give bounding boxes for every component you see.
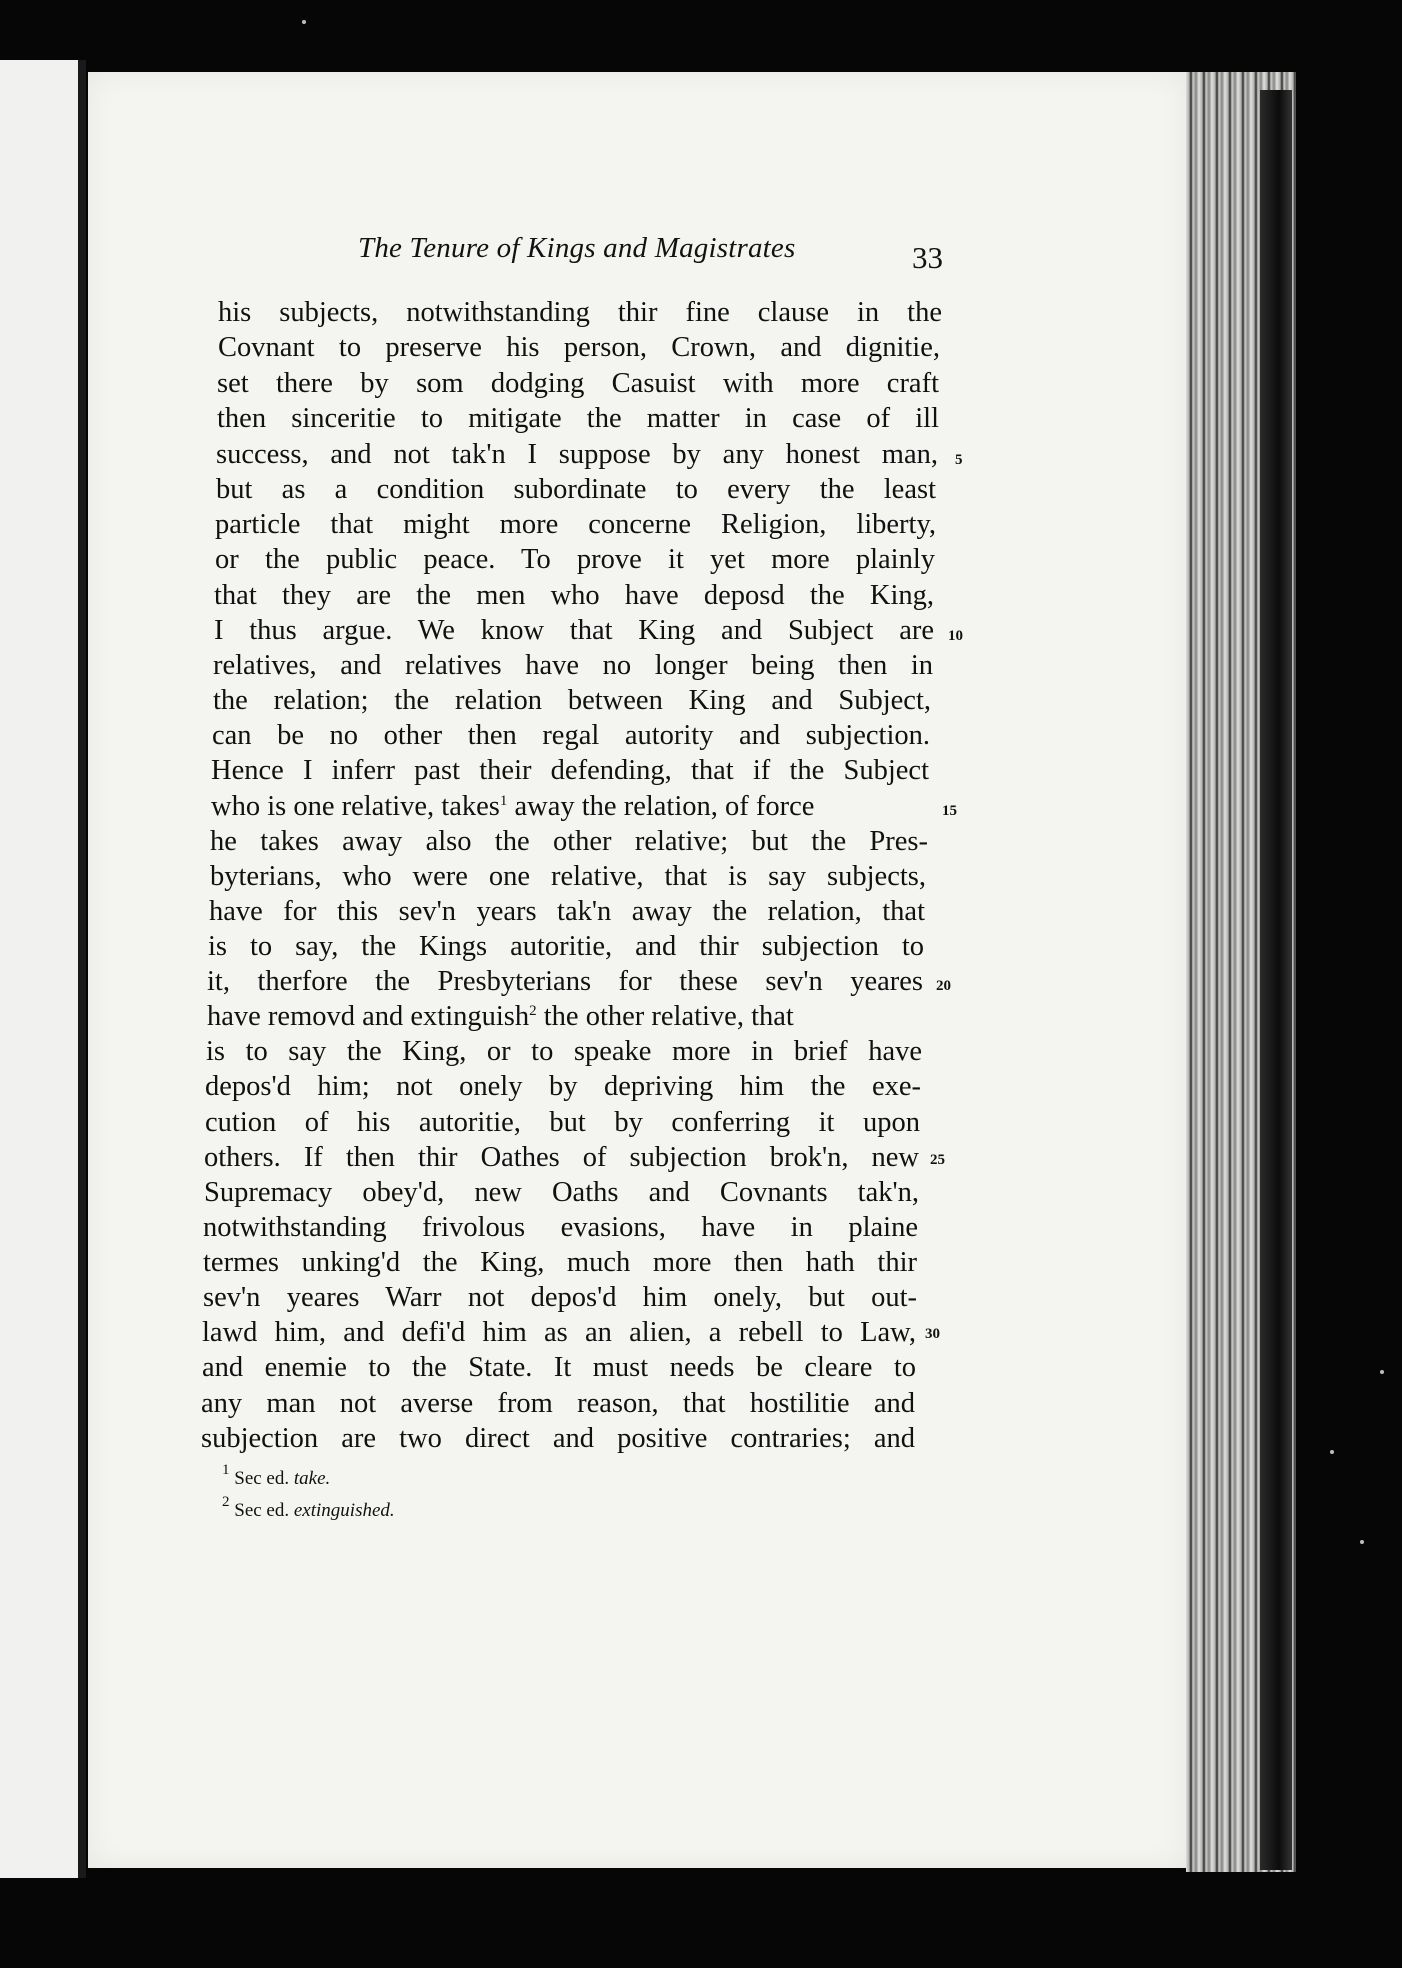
running-head: The Tenure of Kings and Magistrates [358, 232, 796, 264]
text-line: he takes away also the other relative; but the Pres- [210, 826, 928, 857]
text-line: cution of his autoritie, but by conferring it upon [205, 1107, 920, 1138]
scan-speck [1380, 1370, 1384, 1374]
text-line: can be no other then regal autority and subjection. [212, 720, 930, 751]
text-line: Hence I inferr past their defending, that if the Subject [211, 755, 929, 786]
footnote-variant: take. [293, 1468, 331, 1489]
text-line-start: have removd and extinguish [207, 1001, 530, 1032]
text-line: success, and not tak'n I suppose by any honest man, [216, 439, 938, 470]
footnote-text: Sec ed. [234, 1468, 290, 1489]
text-line: byterians, who were one relative, that is say subjects, [210, 861, 926, 892]
text-line: subjection are two direct and positive contraries; and [201, 1423, 915, 1454]
text-line: set there by som dodging Casuist with more craft [217, 368, 939, 399]
line-number: 10 [948, 628, 963, 644]
text-line: notwithstanding frivolous evasions, have in plaine [203, 1212, 918, 1243]
page-number: 33 [912, 240, 943, 275]
text-line [211, 789, 929, 825]
text-line-end: the other relative, that [536, 1001, 794, 1032]
footnote-variant: extinguished. [293, 1500, 395, 1521]
text-line: is to say, the Kings autoritie, and thir subjection to [208, 931, 924, 962]
text-line: is to say the King, or to speake more in brief have [206, 1036, 922, 1067]
book-binding-shadow [1260, 90, 1292, 1870]
footnote-number: 2 [222, 1494, 230, 1510]
text-line: sev'n yeares Warr not depos'd him onely, but out- [203, 1282, 917, 1313]
footnote [222, 1462, 331, 1490]
line-number: 25 [930, 1152, 945, 1168]
footnote-marker: 2 [529, 1003, 537, 1019]
text-line [207, 999, 923, 1035]
text-line: lawd him, and defi'd him as an alien, a rebell to Law, [202, 1317, 916, 1348]
text-line: his subjects, notwithstanding thir fine clause in the [218, 297, 942, 328]
text-line-start: who is one relative, takes [211, 791, 500, 822]
text-line: have for this sev'n years tak'n away the relation, that [209, 896, 925, 927]
text-line: others. If then thir Oathes of subjection brok'n, new [204, 1142, 919, 1173]
text-line: the relation; the relation between King and Subject, [213, 685, 931, 716]
line-number: 20 [936, 978, 951, 994]
scan-speck [1330, 1450, 1334, 1454]
text-line: particle that might more concerne Religion, liberty, [215, 509, 936, 540]
text-line: I thus argue. We know that King and Subject are [214, 615, 934, 646]
footnote-number: 1 [222, 1462, 230, 1478]
text-line: any man not averse from reason, that hostilitie and [201, 1388, 915, 1419]
text-line: relatives, and relatives have no longer being then in [213, 650, 933, 681]
line-number: 30 [925, 1326, 940, 1342]
footnote-marker: 1 [499, 793, 508, 809]
footnote-text: Sec ed. [234, 1500, 290, 1521]
text-line: it, therfore the Presbyterians for these sev'n yeares [207, 966, 923, 997]
scan-speck [1360, 1540, 1364, 1544]
text-line: Covnant to preserve his person, Crown, and dignitie, [218, 332, 940, 363]
text-line: termes unking'd the King, much more then hath thir [203, 1247, 917, 1278]
text-line-end: away the relation, of force [507, 791, 815, 822]
text-line: but as a condition subordinate to every the least [216, 474, 936, 505]
text-line: then sinceritie to mitigate the matter in case of ill [217, 403, 939, 434]
line-number: 5 [955, 452, 963, 468]
text-line: and enemie to the State. It must needs be cleare to [202, 1352, 916, 1383]
line-number: 15 [942, 803, 957, 819]
scan-speck [302, 20, 306, 24]
text-line: depos'd him; not onely by depriving him the exe- [205, 1071, 921, 1102]
facing-page-edge [0, 60, 86, 1878]
text-line: or the public peace. To prove it yet more plainly [215, 544, 935, 575]
footnote [222, 1494, 395, 1522]
text-line: Supremacy obey'd, new Oaths and Covnants tak'n, [204, 1177, 919, 1208]
text-line: that they are the men who have deposd the King, [214, 580, 934, 611]
